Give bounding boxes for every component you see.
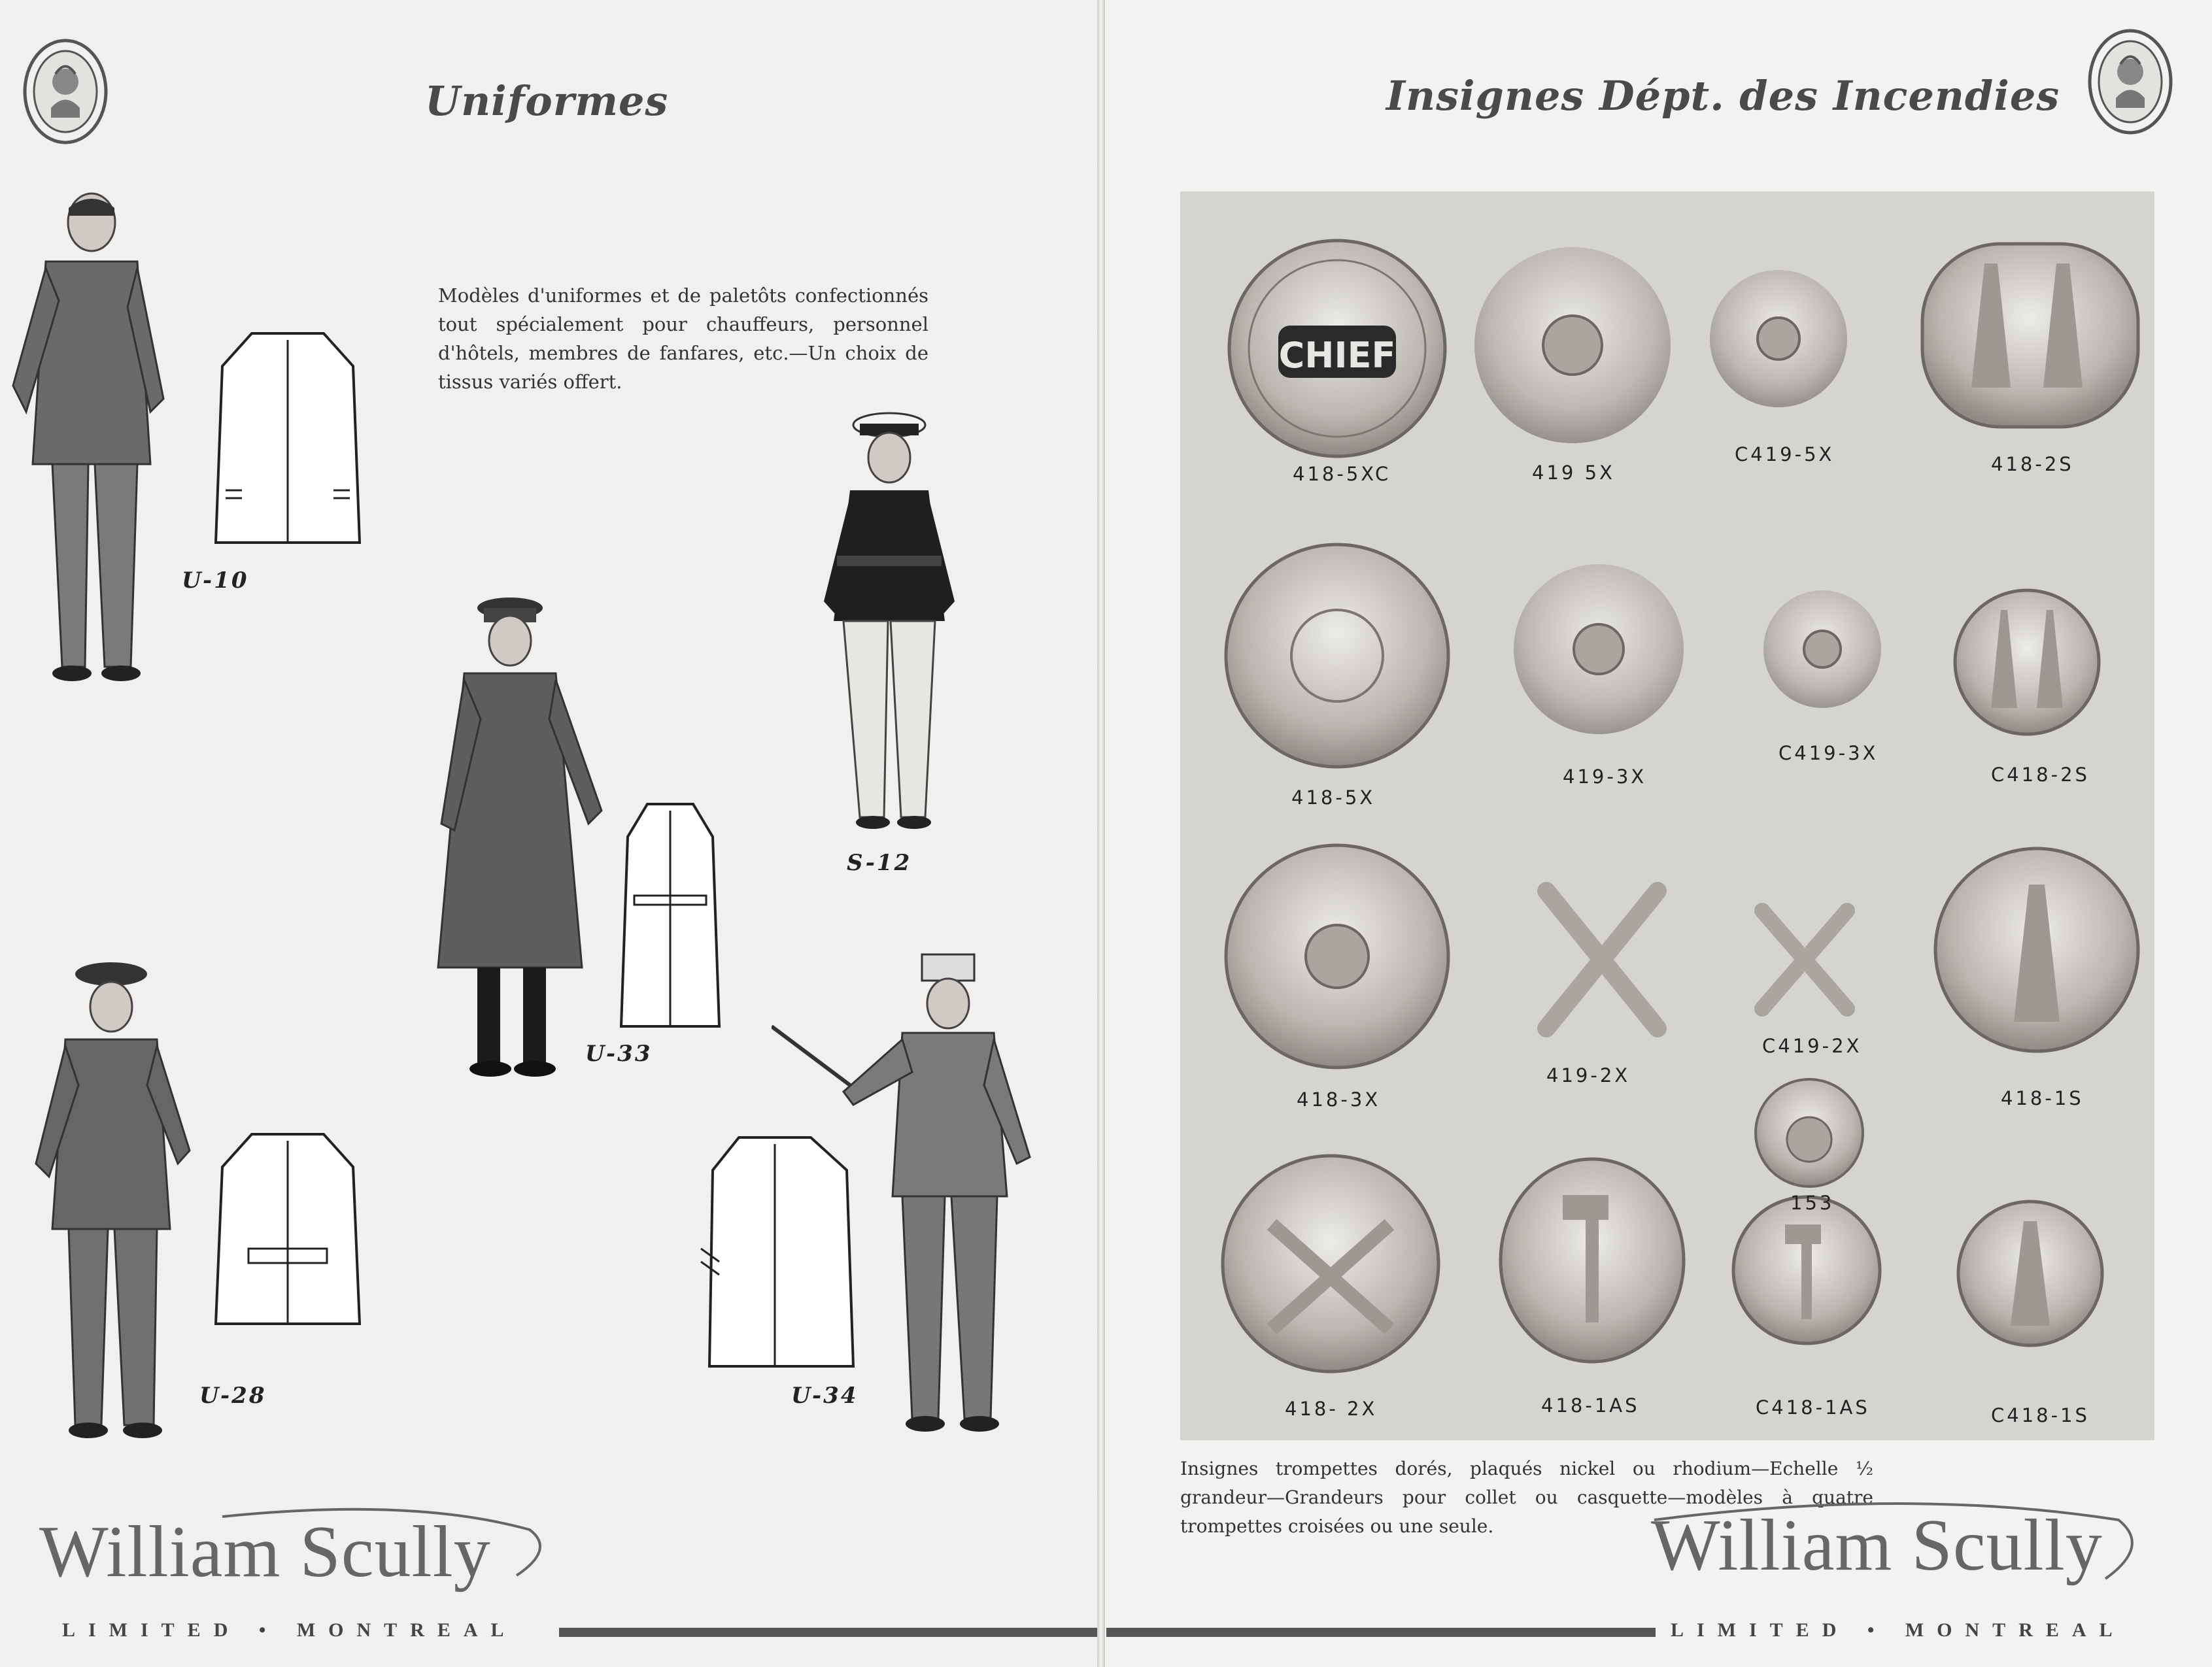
badge-label-c419-3x: C419-3X	[1778, 742, 1879, 764]
badge-label-c419-5x: C419-5X	[1735, 443, 1835, 465]
brand-swash-left	[216, 1504, 556, 1582]
uniform-figure-u28	[26, 954, 203, 1451]
footer-rule-left	[559, 1628, 1098, 1637]
badge-label-c419-2x: C419-2X	[1762, 1035, 1862, 1057]
badge-419-5x	[1474, 247, 1671, 443]
badge-c419-2x	[1762, 911, 1847, 1009]
model-label-u34: U-34	[791, 1383, 859, 1409]
brand-swash-right	[1648, 1494, 2158, 1585]
badge-c418-1s	[1958, 1202, 2102, 1345]
badge-418-2x	[1223, 1156, 1438, 1372]
badge-label-419-5x: 419 5X	[1532, 462, 1615, 484]
seal-logo-left	[20, 36, 111, 147]
brand-name-right: William Scully	[1651, 1505, 2103, 1586]
badge-419-3x	[1514, 564, 1684, 734]
badge-label-418-5xc: 418-5XC	[1293, 463, 1391, 485]
badge-label-418-1as: 418-1AS	[1541, 1394, 1640, 1417]
model-label-u10: U-10	[182, 567, 249, 594]
badge-418-2s	[1922, 244, 2138, 427]
brand-subtitle-left: LIMITED • MONTREAL	[62, 1619, 517, 1641]
badge-418-1s	[1935, 849, 2138, 1051]
badges-photograph	[1180, 192, 2154, 1440]
badge-label-153: 153	[1790, 1192, 1835, 1214]
badge-label-419-3x: 419-3X	[1563, 766, 1647, 788]
badge-418-5x	[1226, 545, 1448, 767]
page-title: Uniformes	[425, 77, 669, 125]
footer-rule-right	[1106, 1628, 1656, 1637]
badge-418-1as	[1501, 1159, 1684, 1362]
badge-label-419-2x: 419-2X	[1546, 1064, 1631, 1086]
seal-logo-right	[2084, 26, 2176, 137]
uniform-figure-u34	[772, 948, 1053, 1445]
uniform-back-outline-u10	[213, 327, 363, 549]
model-label-u28: U-28	[199, 1383, 267, 1409]
badge-label-418-2s: 418-2S	[1991, 453, 2074, 475]
page-title: Insignes Dépt. des Incendies	[1386, 72, 2060, 120]
uniform-figure-s12	[811, 405, 968, 837]
badge-label-418-1s: 418-1S	[2001, 1087, 2084, 1109]
badge-label-418-3x: 418-3X	[1297, 1088, 1381, 1111]
model-label-s12: S-12	[847, 850, 912, 876]
badge-label-c418-1as: C418-1AS	[1756, 1396, 1870, 1419]
badge-c418-1as	[1733, 1197, 1880, 1343]
model-label-u33: U-33	[585, 1041, 653, 1067]
chief-plate-text: CHIEF	[1278, 334, 1396, 376]
brand-name-left: William Scully	[39, 1511, 491, 1592]
badge-153	[1756, 1079, 1863, 1187]
badge-label-418-5x: 418-5X	[1291, 786, 1376, 809]
uniform-figure-u33	[425, 588, 615, 1085]
badges-caption: Insignes trompettes dorés, plaqués nickel ou rhodium—Echelle ½ grandeur—Grandeurs pour collet ou casquette—modèles à quatre trompettes croisées ou une seule.	[1180, 1458, 1873, 1537]
uniform-back-outline-u33	[618, 798, 723, 1033]
badge-label-c418-1s: C418-1S	[1991, 1404, 2090, 1426]
badge-c419-5x	[1710, 270, 1847, 407]
badge-c419-3x	[1763, 590, 1881, 708]
badge-c418-2s	[1955, 590, 2099, 734]
badge-label-418-2x: 418- 2X	[1285, 1398, 1378, 1420]
badge-418-3x	[1226, 845, 1448, 1068]
brand-subtitle-right: LIMITED • MONTREAL	[1671, 1619, 2126, 1641]
badge-419-2x	[1546, 891, 1658, 1028]
left-page	[0, 0, 1098, 1667]
description-paragraph: Modèles d'uniformes et de paletôts confectionnés tout spécialement pour chauffeurs, personnel d'hôtels, membres de fanfares, etc.—Un choix de tissus variés offert.	[438, 284, 928, 393]
badge-label-c418-2s: C418-2S	[1991, 764, 2090, 786]
uniform-figure-u10	[0, 190, 170, 686]
uniform-back-outline-u28	[213, 1128, 363, 1350]
